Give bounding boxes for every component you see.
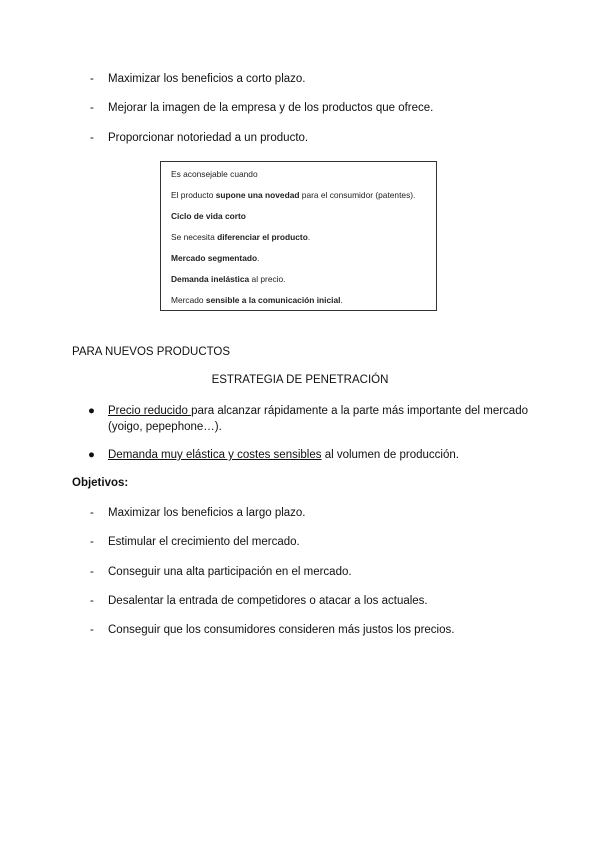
box-line: Mercado sensible a la comunicación inicial. <box>171 295 343 305</box>
dash-marker: - <box>90 566 94 578</box>
dash-marker: - <box>90 73 94 85</box>
list-item-text: Desalentar la entrada de competidores o atacar a los actuales. <box>108 595 428 607</box>
list-item-text: Maximizar los beneficios a largo plazo. <box>108 507 306 519</box>
box-line: Mercado segmentado. <box>171 253 260 263</box>
bullet-text: Demanda muy elástica y costes sensibles al volumen de producción. <box>108 449 459 461</box>
dash-marker: - <box>90 536 94 548</box>
box-intro: Es aconsejable cuando <box>171 169 258 179</box>
bullet-text: Precio reducido para alcanzar rápidamente a la parte más importante del mercado (yoigo, pepephone…). <box>108 405 528 433</box>
list-item-text: Maximizar los beneficios a corto plazo. <box>108 73 306 85</box>
section-title: PARA NUEVOS PRODUCTOS <box>72 346 231 358</box>
list-item-text: Proporcionar notoriedad a un producto. <box>108 132 309 144</box>
box-line: Ciclo de vida corto <box>171 211 246 221</box>
list-item-text: Estimular el crecimiento del mercado. <box>108 536 300 548</box>
list-item-text: Mejorar la imagen de la empresa y de los productos que ofrece. <box>108 102 434 114</box>
box-line: Se necesita diferenciar el producto. <box>171 232 311 242</box>
dash-marker: - <box>90 507 94 519</box>
dash-marker: - <box>90 102 94 114</box>
objetivos-heading: Objetivos: <box>72 477 129 489</box>
dash-marker: - <box>90 624 94 636</box>
list-item-text: Conseguir que los consumidores consideren más justos los precios. <box>108 624 455 636</box>
dash-marker: - <box>90 132 94 144</box>
bullet-marker: ● <box>88 449 95 461</box>
dash-marker: - <box>90 595 94 607</box>
strategy-title: ESTRATEGIA DE PENETRACIÓN <box>211 374 389 386</box>
box-line: Demanda inelástica al precio. <box>171 274 286 284</box>
box-line: El producto supone una novedad para el consumidor (patentes). <box>171 190 416 200</box>
list-item-text: Conseguir una alta participación en el mercado. <box>108 566 352 578</box>
advice-box <box>160 161 437 311</box>
bullet-marker: ● <box>88 405 95 417</box>
